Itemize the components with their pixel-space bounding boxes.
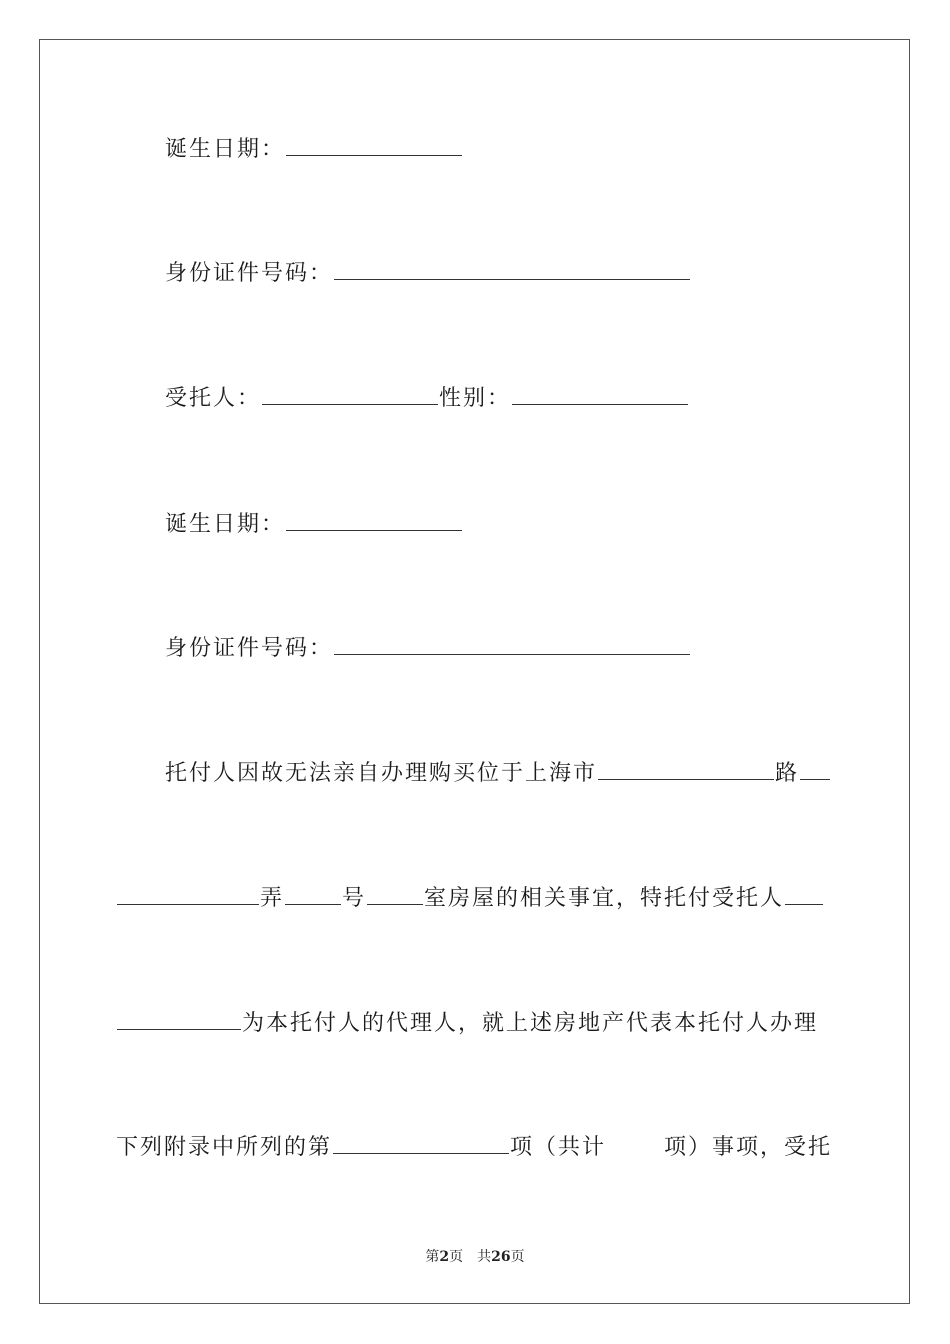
body-text: 托付人因故无法亲自办理购买位于上海市 [165,761,598,786]
footer-prefix: 第 [425,1249,440,1265]
number-label: 号 [342,886,367,911]
page-footer [0,1246,950,1266]
body-text: 为本托付人的代理人，就上述房地产代表本托付人办理 [242,1011,819,1036]
body-line-2 [116,884,824,914]
id-number-blank[interactable] [334,636,690,655]
birthdate-label: 诞生日期： [165,512,286,537]
birthdate-blank[interactable] [286,137,462,156]
trustee-birthdate-line [165,510,463,540]
gender-blank[interactable] [512,386,688,405]
sponsor-id-line [165,259,691,289]
body-line-3 [116,1009,818,1039]
number-blank[interactable] [367,886,423,905]
body-line-1 [165,759,831,789]
id-number-blank[interactable] [334,261,690,280]
birthdate-blank[interactable] [286,512,462,531]
id-number-label: 身份证件号码： [165,261,334,286]
total-pages-number: 26 [491,1249,511,1265]
road-blank[interactable] [800,761,830,780]
footer-suffix: 页 [510,1249,525,1265]
road-label: 路 [775,761,800,786]
sponsor-birthdate-line [165,135,463,165]
birthdate-label: 诞生日期： [165,137,286,162]
current-page-number: 2 [439,1249,450,1265]
trustee-blank[interactable] [785,886,823,905]
lane-label: 弄 [260,886,285,911]
body-line-4 [116,1133,832,1163]
road-name-blank[interactable] [117,886,259,905]
trustee-line [165,384,689,414]
item-number-blank[interactable] [333,1135,509,1154]
trustee-label: 受托人： [165,386,262,411]
footer-middle: 页 共 [449,1249,492,1265]
lane-blank[interactable] [285,886,341,905]
district-blank[interactable] [598,761,774,780]
body-text: 室房屋的相关事宜，特托付受托人 [424,886,785,911]
body-text: 项）事项，受托 [664,1135,833,1160]
gender-label: 性别： [439,386,512,411]
id-number-label: 身份证件号码： [165,636,334,661]
body-text: 下列附录中所列的第 [116,1135,333,1160]
item-total-label: 项（共计 [510,1135,607,1160]
trustee-name-blank[interactable] [117,1011,241,1030]
trustee-name-blank[interactable] [262,386,438,405]
page-border [39,39,910,1304]
trustee-id-line [165,634,691,664]
